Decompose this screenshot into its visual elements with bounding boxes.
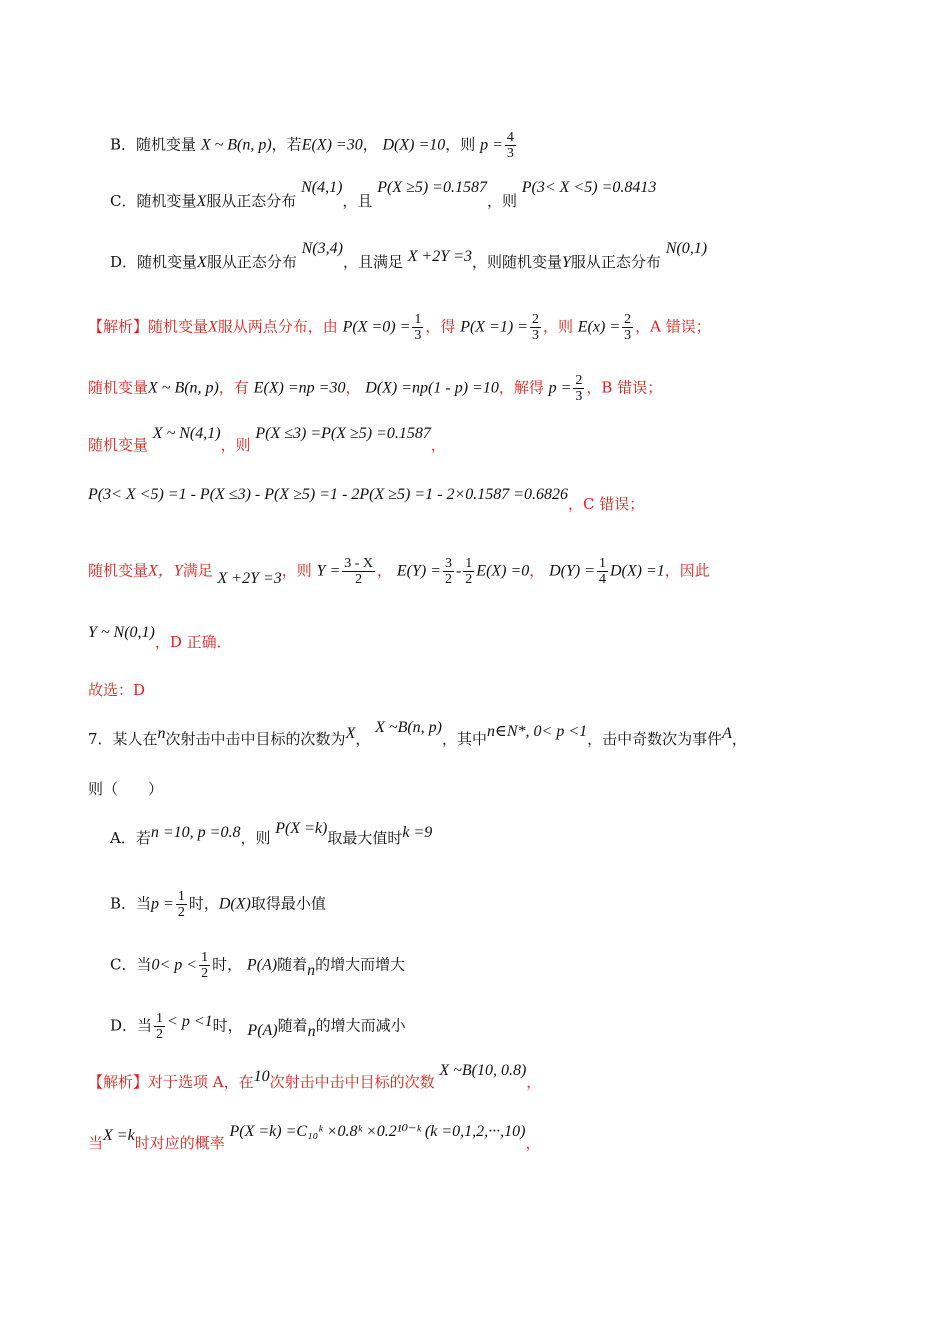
math: Y — [562, 254, 571, 271]
text: ，则 — [220, 436, 251, 454]
math: X ~B(10, 0.8) — [439, 1062, 527, 1079]
math: P(3< X <5) =0.8413 — [521, 179, 657, 196]
text: ，D 正确． — [154, 633, 232, 651]
math: P(X ≤3) =P(X ≥5) =0.1587 — [255, 425, 431, 442]
text: ，击中奇数次为事件 — [587, 730, 723, 748]
solution-2-line-2 — [88, 1123, 541, 1154]
math: p = — [480, 136, 503, 154]
text: ，其中 — [442, 730, 488, 748]
fraction — [622, 312, 633, 343]
text: 服从正态分布 — [206, 192, 297, 210]
math: D(X) =1 — [610, 562, 665, 580]
math: P(X =k) — [275, 820, 328, 837]
math: P(X ≥5) =0.1587 — [377, 179, 487, 196]
text: ， — [345, 378, 361, 397]
math: X +2Y =3 — [217, 569, 282, 587]
fraction — [443, 556, 454, 587]
q7-option-a — [110, 820, 433, 849]
option-b-label: B．当 — [110, 894, 152, 913]
math: A — [722, 725, 732, 742]
math: 10 — [253, 1068, 270, 1085]
text: 的增大而减小 — [315, 1016, 406, 1035]
math: P(X =1) = — [460, 318, 528, 336]
math: P(X =k) =C₁₀ᵏ ×0.8ᵏ ×0.2¹⁰⁻ᵏ (k =0,1,2,···,10) — [229, 1123, 526, 1140]
answer: 故选：D — [88, 681, 146, 699]
denominator: 2 — [156, 1027, 164, 1042]
text: 时对应的概率 — [134, 1134, 225, 1152]
numerator: 1 — [177, 889, 185, 904]
text: 随着 — [277, 1016, 308, 1035]
math: X，Y — [148, 562, 183, 580]
math: E(X) =30 — [301, 136, 363, 154]
text: 随机变量 — [88, 436, 149, 454]
text: 随着 — [277, 955, 308, 974]
text: ，则 — [281, 561, 312, 580]
text: ，因此 — [664, 561, 710, 580]
option-c-label: C．当 — [110, 955, 152, 974]
numerator: 2 — [575, 373, 583, 388]
math: X — [197, 254, 207, 271]
text: 随机变量 — [88, 378, 149, 397]
math: P(X =0) = — [342, 318, 411, 336]
text: ，则随机变量 — [472, 253, 563, 271]
option-c — [110, 179, 657, 212]
denominator: 4 — [599, 572, 606, 587]
math: n — [157, 725, 166, 742]
option-b-label: B．随机变量 — [110, 135, 197, 154]
denominator: 2 — [465, 572, 473, 587]
math: E(X) =np =30 — [253, 379, 346, 397]
denominator: 3 — [506, 146, 514, 161]
option-a-label: A．若 — [110, 829, 151, 847]
numerator: 4 — [506, 130, 514, 145]
numerator: 1 — [156, 1011, 164, 1026]
math: X ~ B(n, p) — [200, 136, 272, 154]
solution-1-line-4 — [88, 486, 645, 515]
math: P(A) — [246, 956, 278, 974]
denominator: 3 — [414, 328, 422, 343]
text: 次射击中击中目标的次数为 — [165, 730, 346, 748]
denominator: 3 — [531, 328, 539, 343]
fraction — [154, 1011, 165, 1042]
denominator: 2 — [444, 572, 452, 587]
numerator: 3 - X — [344, 556, 374, 571]
q7-option-b — [110, 889, 326, 920]
text: 次射击中击中目标的次数 — [269, 1073, 435, 1091]
math: p = — [548, 379, 572, 397]
math: k =9 — [402, 824, 433, 841]
math: X — [196, 193, 207, 210]
math: 0< p < — [151, 956, 198, 974]
text: ，A 错误； — [635, 317, 711, 336]
q7-option-c — [110, 950, 405, 981]
numerator: 1 — [414, 312, 422, 327]
math: N(0,1) — [665, 240, 708, 257]
text: 的增大而增大 — [315, 955, 406, 974]
fraction — [412, 312, 423, 343]
numerator: 2 — [624, 312, 632, 327]
text: ，则 — [445, 135, 476, 154]
numerator: 1 — [599, 556, 606, 571]
math: X — [208, 318, 218, 336]
solution-1-line-1 — [88, 312, 711, 343]
math: E(Y) = — [396, 562, 441, 580]
fraction — [573, 373, 584, 404]
denominator: 2 — [177, 905, 185, 920]
option-d-label: D．当 — [110, 1016, 153, 1035]
denominator: 2 — [201, 966, 209, 981]
math: X ~ N(4,1) — [152, 425, 221, 442]
text: ，则 — [486, 192, 517, 210]
denominator: 3 — [624, 328, 632, 343]
fraction — [199, 950, 210, 981]
math: X ~B(n, p) — [375, 719, 442, 736]
text: ，得 — [425, 317, 456, 336]
math: D(X) — [218, 895, 251, 913]
q7-option-d — [110, 1011, 406, 1042]
fraction — [505, 130, 516, 161]
solution-heading: 【解析】对于选项 A，在 — [88, 1073, 254, 1091]
math: n — [307, 961, 316, 979]
fraction — [463, 556, 474, 587]
text: ， — [529, 561, 545, 580]
option-c-label: C．随机变量 — [110, 192, 197, 210]
text: ，B 错误； — [586, 378, 663, 397]
math: D(X) =10 — [382, 136, 446, 154]
math: n =10, p =0.8 — [150, 824, 241, 841]
solution-1-line-3 — [88, 425, 446, 456]
option-d-label: D．随机变量 — [110, 253, 198, 271]
text: ， — [377, 561, 393, 580]
solution-1-line-2 — [88, 373, 662, 404]
math: N(3,4) — [301, 240, 343, 257]
math: X =k — [103, 1127, 135, 1144]
text: 随机变量 — [88, 561, 149, 580]
math: E(x) = — [577, 318, 621, 336]
math: D(Y) = — [549, 562, 595, 580]
text: ，若 — [271, 135, 302, 154]
fraction — [597, 556, 608, 587]
denominator: 2 — [355, 572, 363, 587]
math: Y = — [316, 562, 341, 580]
option-b — [110, 130, 518, 161]
text: 服从正态分布 — [206, 253, 297, 271]
numerator: 1 — [201, 950, 209, 965]
math: p = — [151, 895, 174, 913]
numerator: 1 — [465, 556, 473, 571]
fraction — [530, 312, 541, 343]
numerator: 2 — [531, 312, 539, 327]
text: 取最大值时 — [327, 829, 403, 847]
solution-1-line-5 — [88, 556, 710, 587]
text: 当 — [88, 1134, 104, 1152]
math: X — [345, 725, 356, 742]
math: Y ~ N(0,1) — [88, 624, 155, 641]
text: ， — [430, 436, 446, 454]
math: n — [307, 1022, 316, 1040]
text: 满足 — [182, 561, 213, 580]
solution-heading: 【解析】随机变量 — [88, 317, 209, 336]
text: 服从正态分布 — [570, 253, 661, 271]
text: ， — [526, 1073, 542, 1091]
text: ，且满足 — [342, 253, 403, 271]
math: D(X) =np(1 - p) =10 — [365, 379, 499, 397]
math: - — [455, 562, 462, 580]
solution-1-line-6 — [88, 624, 232, 653]
text: 服从两点分布，由 — [217, 317, 338, 336]
option-d — [110, 240, 708, 273]
math: < p <1 — [167, 1012, 213, 1030]
text: ， — [525, 1134, 541, 1152]
text: ，则 — [542, 317, 573, 336]
fraction — [176, 889, 187, 920]
text: ， — [731, 730, 747, 748]
numerator: 3 — [444, 556, 452, 571]
text: ，C 错误； — [568, 495, 645, 513]
text: 7．某人在 — [88, 730, 158, 748]
text: 时， — [212, 955, 243, 974]
text: ，则 — [240, 829, 271, 847]
math: P(A) — [247, 1021, 278, 1039]
text: 时， — [212, 1016, 243, 1035]
math: n∈N*, 0< p <1 — [487, 723, 588, 740]
math: X ~ B(n, p) — [148, 379, 219, 397]
denominator: 3 — [575, 389, 583, 404]
text: ，解得 — [498, 378, 544, 397]
text: 取得最小值 — [250, 894, 326, 913]
math: E(X) =0 — [476, 562, 530, 580]
question-7-then: 则（ ） — [88, 780, 164, 798]
text: ， — [355, 730, 371, 748]
math: P(3< X <5) =1 - P(X ≤3) - P(X ≥5) =1 - 2P(X ≥5) =1 - 2×0.1587 =0.6826 — [88, 486, 569, 503]
question-7-stem — [88, 719, 747, 750]
text: ，且 — [342, 192, 373, 210]
fraction — [342, 556, 375, 587]
text: 时， — [188, 894, 219, 913]
solution-2-line-1 — [88, 1062, 542, 1093]
math: N(4,1) — [301, 179, 343, 196]
text: ， — [362, 135, 378, 154]
math: X +2Y =3 — [407, 248, 472, 265]
text: ，有 — [218, 378, 249, 397]
